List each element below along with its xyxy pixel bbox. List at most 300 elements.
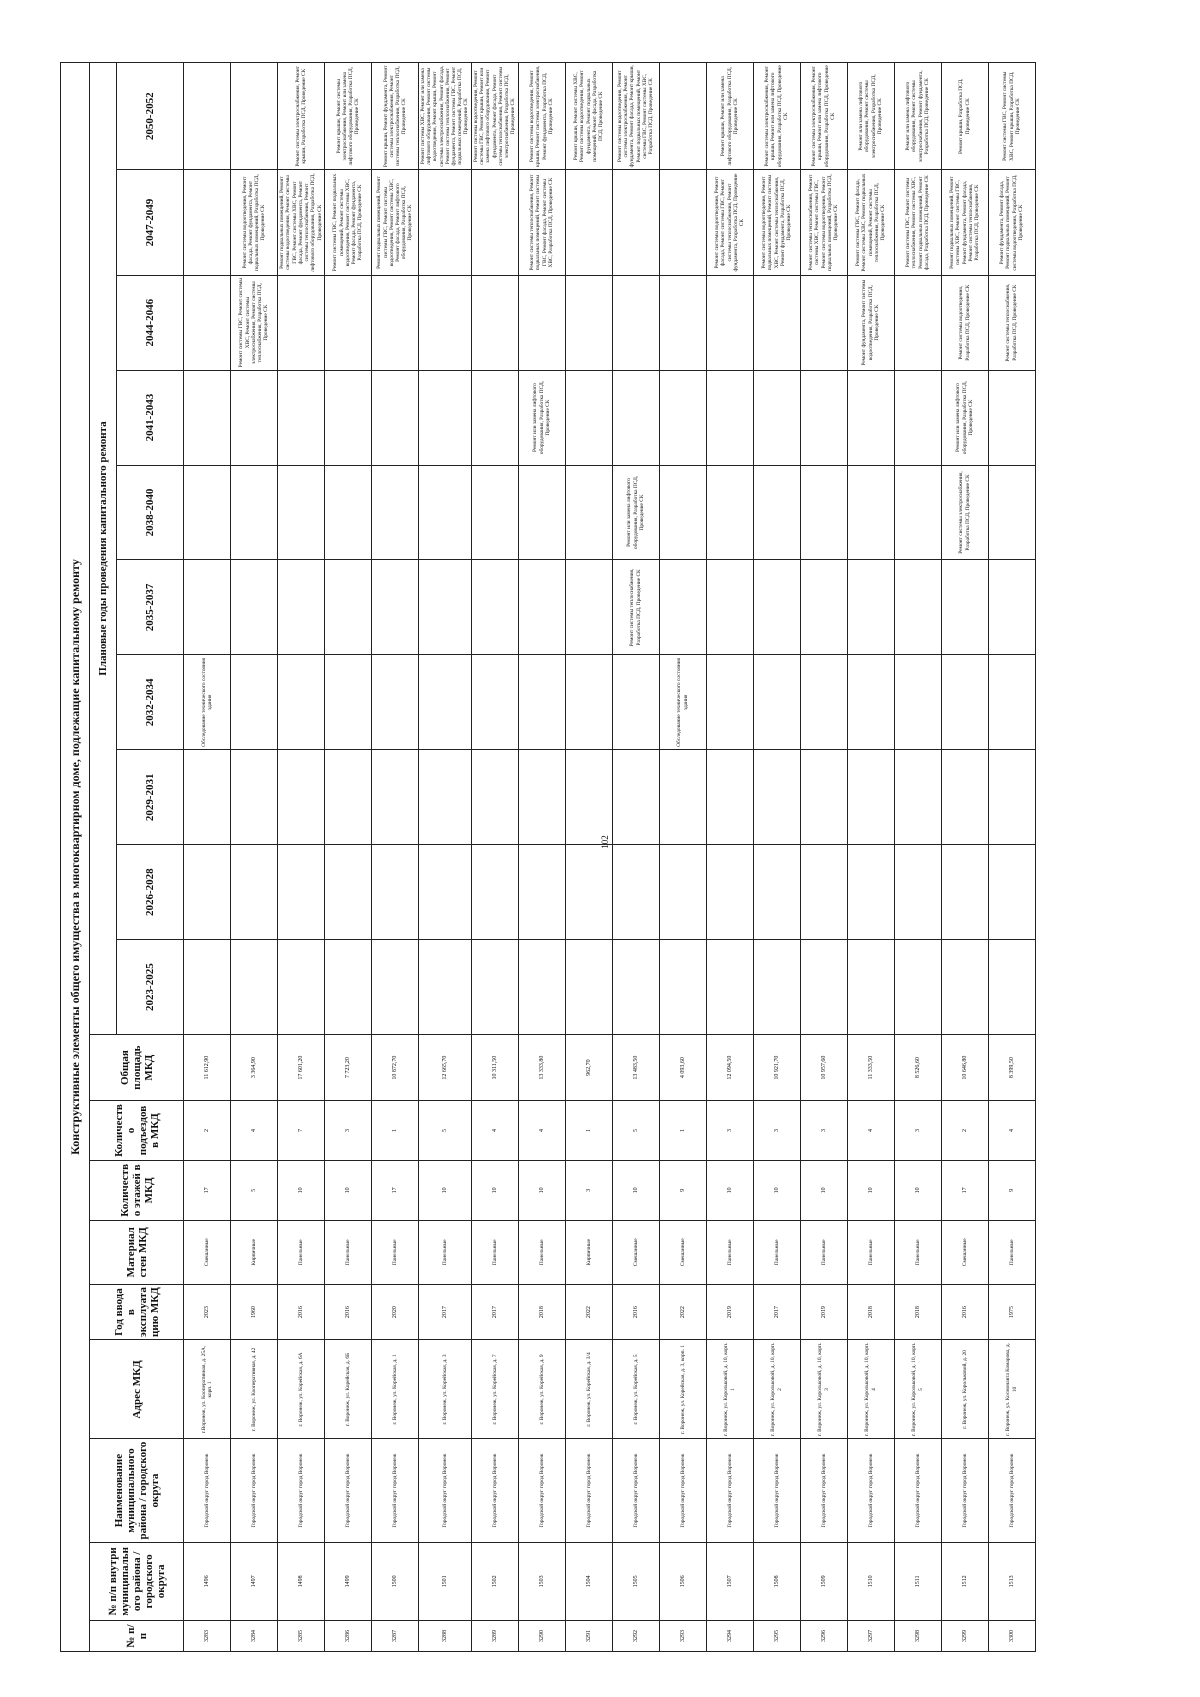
row-period-works [800, 275, 847, 370]
row-number: 3298 [894, 1621, 941, 1652]
row-period-works: Ремонт системы электроснабжения, Ремонт крыши, Разработка ПСД, Проведение СК [278, 63, 325, 170]
row-period-works: Ремонт или замена лифтового оборудования, Разработка ПСД, Проведение СК [612, 465, 659, 560]
row-period-works [184, 940, 231, 1035]
table-row [988, 63, 1035, 1652]
row-floors: 10 [800, 1160, 847, 1220]
row-address: г.Воронеж, ул. Кооперативная, д. 25А, корп. 1 [184, 1340, 231, 1439]
row-floors: 10 [278, 1160, 325, 1220]
row-period-works [753, 750, 800, 845]
row-year: 2018 [847, 1284, 894, 1340]
row-inner-number: 1513 [988, 1542, 1035, 1620]
row-period-works: Ремонт подвальных помещений, Ремонт системы ХВС, Ремонт системы ГВС, Ремонт фундамента, Ремонт фасада, Ремонт системы теплоснабжения, Разработка ПСД, Проведение СК [941, 170, 988, 275]
row-material: Смешанные [184, 1220, 231, 1284]
row-period-works [471, 750, 518, 845]
row-period-works [659, 750, 706, 845]
row-period-works [941, 655, 988, 750]
row-period-works [753, 465, 800, 560]
row-address: г. Воронеж, ул. Корейская, д. 3/4 [565, 1340, 612, 1439]
row-period-works [325, 560, 372, 655]
row-entrances: 4 [518, 1101, 565, 1161]
row-period-works: Ремонт или замена лифтового оборудования, Разработка ПСД, Проведение СК [518, 370, 565, 465]
row-material: Панельные [706, 1220, 753, 1284]
row-period-works [894, 940, 941, 1035]
row-period-works: Ремонт системы теплоснабжения, Ремонт системы ХВС, Ремонт системы ГВС, Ремонт системы водоотведения, Ремонт подвальных помещений, Разработка ПСД, Проведение СК [800, 170, 847, 275]
row-number: 3297 [847, 1621, 894, 1652]
header-address: Адрес МКД [90, 1340, 184, 1439]
row-period-works: Ремонт системы теплоснабжения, Разработка ПСД, Проведение СК [988, 275, 1035, 370]
row-municipality: Городской округ город Воронеж [419, 1439, 472, 1542]
row-period-works [278, 560, 325, 655]
row-number: 3287 [372, 1621, 419, 1652]
row-inner-number: 1502 [471, 1542, 518, 1620]
row-period-works: Ремонт системы ГВС, Ремонт подвальных помещений, Ремонт системы водоотведения, Ремонт системы ХВС, Ремонт фасада, Ремонт фундамента, Разработка ПСД, Проведение СК [325, 170, 372, 275]
row-municipality: Городской округ город Воронеж [659, 1439, 706, 1542]
header-num: № п/п [90, 1621, 184, 1652]
row-period-works: Ремонт или замена лифтового оборудования, Ремонт системы электроснабжения, Разработка ПСД, Проведение СК [847, 63, 894, 170]
row-period-works [847, 750, 894, 845]
row-entrances: 3 [706, 1101, 753, 1161]
row-period-works: Обследование технического состояния здания [184, 655, 231, 750]
table-title: Конструктивные элементы общего имущества в многоквартирном доме, подлежащие капитальному ремонту [61, 63, 90, 1652]
row-number: 3296 [800, 1621, 847, 1652]
row-period-works [800, 655, 847, 750]
row-period-works [800, 560, 847, 655]
header-area: Общая площадь МКД [90, 1035, 184, 1101]
row-period-works: Ремонт системы ГВС, Ремонт системы ХВС, Ремонт системы электроснабжения, Ремонт системы теплоснабжения, Разработка ПСД, Проведение СК [231, 275, 278, 370]
row-period-works [518, 750, 565, 845]
row-address: г. Воронеж, ул. Кооперативная, д. 42 [231, 1340, 278, 1439]
row-period-works: Ремонт подвальных помещений, Ремонт системы ГВС, Ремонт системы водоотведения, Ремонт системы ХВС, Ремонт фасада, Ремонт лифтового оборудования, Разработка ПСД, Проведение СК [372, 170, 419, 275]
header-period: 2041-2043 [117, 370, 184, 465]
row-area: 17 601,20 [278, 1035, 325, 1101]
row-period-works [659, 275, 706, 370]
table-row [706, 63, 753, 1652]
row-number: 3293 [659, 1621, 706, 1652]
row-period-works [800, 750, 847, 845]
row-period-works: Ремонт системы ГВС, Ремонт системы теплоснабжения, Ремонт системы ХВС, Ремонт подвальных помещений, Ремонт фасада, Разработка ПСД, Проведение СК [894, 170, 941, 275]
row-floors: 10 [419, 1160, 472, 1220]
header-period: 2050-2052 [117, 63, 184, 170]
table-row [231, 63, 278, 1652]
row-number: 3294 [706, 1621, 753, 1652]
row-year: 2017 [471, 1284, 518, 1340]
row-address: г. Воронеж, ул. Корольковой, д. 10, корп. 4 [847, 1340, 894, 1439]
row-area: 7 723,20 [325, 1035, 372, 1101]
row-period-works [372, 940, 419, 1035]
row-period-works [894, 465, 941, 560]
row-period-works: Ремонт системы теплоснабжения, Разработка ПСД, Проведение СК [612, 560, 659, 655]
row-entrances: 5 [612, 1101, 659, 1161]
row-period-works [988, 370, 1035, 465]
row-area: 10 311,50 [471, 1035, 518, 1101]
row-period-works [278, 370, 325, 465]
row-period-works: Ремонт или замена лифтового оборудования, Разработка ПСД, Проведение СК [941, 370, 988, 465]
row-municipality: Городской округ город Воронеж [325, 1439, 372, 1542]
row-period-works [419, 560, 472, 655]
row-entrances: 7 [278, 1101, 325, 1161]
row-material: Панельные [847, 1220, 894, 1284]
row-period-works [706, 370, 753, 465]
row-period-works [847, 845, 894, 940]
row-municipality: Городской округ город Воронеж [372, 1439, 419, 1542]
row-municipality: Городской округ город Воронеж [753, 1439, 800, 1542]
row-period-works [706, 845, 753, 940]
row-year: 2023 [184, 1284, 231, 1340]
row-period-works [565, 750, 612, 845]
row-floors: 10 [471, 1160, 518, 1220]
row-period-works [419, 275, 472, 370]
header-municipality: Наименование муниципального района / городского округа [90, 1439, 184, 1542]
row-area: 10 921,70 [753, 1035, 800, 1101]
row-floors: 10 [753, 1160, 800, 1220]
table-row [471, 63, 518, 1652]
row-period-works: Ремонт системы водоотведения, Ремонт системы ГВС, Ремонт крыши, Ремонт или замена лифтового оборудования, Ремонт фундамента, Ремонт фасада, Ремонт системы теплоснабжения, Ремонт системы электроснабжения, Разработка ПСД, Проведение СК [471, 63, 518, 170]
row-period-works [184, 370, 231, 465]
row-entrances: 2 [184, 1101, 231, 1161]
row-address: г. Воронеж, ул. Корейская, д. 6А [278, 1340, 325, 1439]
header-num-inner: № п/п внутри муниципального района / городского округа [90, 1542, 184, 1620]
row-period-works: Ремонт системы электроснабжения, Ремонт крыши, Ремонт или замена лифтового оборудования, Разработка ПСД, Проведение СК [753, 63, 800, 170]
row-period-works [659, 63, 706, 170]
table-row [847, 63, 894, 1652]
row-year: 1960 [231, 1284, 278, 1340]
row-inner-number: 1506 [659, 1542, 706, 1620]
row-period-works [706, 655, 753, 750]
row-period-works [372, 275, 419, 370]
row-address: г. Воронеж, ул. Корольковой, д. 10, корп. 5 [894, 1340, 941, 1439]
row-period-works [278, 655, 325, 750]
row-year: 2022 [659, 1284, 706, 1340]
table-row [184, 63, 231, 1652]
row-period-works [518, 275, 565, 370]
row-municipality: Городской округ город Воронеж [231, 1439, 278, 1542]
row-period-works [278, 845, 325, 940]
row-period-works [184, 465, 231, 560]
row-period-works [419, 465, 472, 560]
row-address: г. Воронеж, ул. Корейская, д. 1 [372, 1340, 419, 1439]
row-year: 1975 [988, 1284, 1035, 1340]
row-period-works [372, 370, 419, 465]
row-period-works [419, 655, 472, 750]
row-floors: 10 [612, 1160, 659, 1220]
row-period-works [231, 940, 278, 1035]
row-entrances: 4 [471, 1101, 518, 1161]
row-period-works [278, 940, 325, 1035]
row-period-works: Ремонт крыши, Ремонт системы ХВС, Ремонт системы водоотведения, Ремонт фундамента, Ремонт подвальных помещений, Ремонт фасада, Разработка ПСД, Проведение СК [565, 63, 612, 170]
row-material: Панельные [753, 1220, 800, 1284]
row-inner-number: 1507 [706, 1542, 753, 1620]
row-period-works [753, 940, 800, 1035]
row-number: 3295 [753, 1621, 800, 1652]
rotated-table-wrapper [60, 62, 1170, 1652]
row-period-works [419, 370, 472, 465]
row-period-works: Ремонт системы электроснабжения, Ремонт крыши, Ремонт или замена лифтового оборудования, Разработка ПСД, Проведение СК [800, 63, 847, 170]
row-material: Кирпичные [231, 1220, 278, 1284]
row-period-works [894, 750, 941, 845]
capital-repair-table [60, 62, 1036, 1652]
table-row [612, 63, 659, 1652]
row-period-works [518, 940, 565, 1035]
row-period-works [231, 370, 278, 465]
row-period-works [419, 845, 472, 940]
row-period-works [372, 750, 419, 845]
row-period-works [612, 750, 659, 845]
header-period: 2026-2028 [117, 845, 184, 940]
row-municipality: Городской округ город Воронеж [941, 1439, 988, 1542]
row-address: г. Воронеж, ул. Корейская, д. 7 [471, 1340, 518, 1439]
row-year: 2022 [565, 1284, 612, 1340]
row-material: Панельные [518, 1220, 565, 1284]
row-inner-number: 1498 [278, 1542, 325, 1620]
table-row [565, 63, 612, 1652]
row-period-works [184, 560, 231, 655]
row-period-works: Ремонт системы водоотведения, Ремонт фасада, Ремонт фундамента, Ремонт подвальных помещений, Разработка ПСД, Проведение СК [231, 170, 278, 275]
row-period-works [231, 63, 278, 170]
row-period-works [847, 560, 894, 655]
row-period-works [706, 275, 753, 370]
row-floors: 10 [518, 1160, 565, 1220]
row-floors: 9 [659, 1160, 706, 1220]
row-year: 2019 [706, 1284, 753, 1340]
row-period-works [518, 560, 565, 655]
row-period-works [659, 560, 706, 655]
row-address: г. Воронеж, ул. Корольковой, д. 10, корп. 3 [800, 1340, 847, 1439]
row-municipality: Городской округ город Воронеж [184, 1439, 231, 1542]
row-inner-number: 1503 [518, 1542, 565, 1620]
row-area: 10 957,60 [800, 1035, 847, 1101]
row-inner-number: 1500 [372, 1542, 419, 1620]
row-period-works [518, 845, 565, 940]
row-period-works [753, 370, 800, 465]
row-period-works [518, 465, 565, 560]
row-number: 3290 [518, 1621, 565, 1652]
table-row [753, 63, 800, 1652]
row-period-works [800, 940, 847, 1035]
row-period-works [706, 465, 753, 560]
row-material: Панельные [372, 1220, 419, 1284]
row-year: 2016 [278, 1284, 325, 1340]
row-period-works [565, 465, 612, 560]
row-period-works [184, 750, 231, 845]
row-period-works [231, 560, 278, 655]
row-period-works: Ремонт системы водоотведения, Ремонт фасада, Ремонт системы ГВС, Ремонт системы теплоснабжения, Ремонт фундамента, Разработка ПСД, Проведение СК [706, 170, 753, 275]
row-period-works [372, 560, 419, 655]
row-period-works: Ремонт системы ХВС, Ремонт или замена лифтового оборудования, Ремонт системы водоотведения, Ремонт крыши, Ремонт системы электроснабжения, Ремонт фасада, Ремонт системы теплоснабжения, Ремонт фундамента, Ремонт системы ГВС, Ремонт подвальных помещений, Разработка ПСД, Проведение СК [419, 63, 472, 170]
row-period-works: Ремонт или замена лифтового оборудования, Ремонт системы электроснабжения, Ремонт фундамента, Разработка ПСД, Проведение СК [894, 63, 941, 170]
row-period-works [565, 655, 612, 750]
row-address: г. Воронеж, ул. Корольковой, д. 10, корп. 2 [753, 1340, 800, 1439]
row-inner-number: 1505 [612, 1542, 659, 1620]
row-period-works [753, 560, 800, 655]
row-period-works: Ремонт фундамента, Ремонт фасада, Ремонт подвальных помещений, Ремонт системы водоотведения, Разработка ПСД, Проведение СК [988, 170, 1035, 275]
header-period: 2038-2040 [117, 465, 184, 560]
row-period-works [894, 370, 941, 465]
row-number: 3286 [325, 1621, 372, 1652]
row-municipality: Городской округ город Воронеж [278, 1439, 325, 1542]
row-period-works [419, 170, 472, 275]
row-address: г. Воронеж, ул. Корейская, д. 3 [419, 1340, 472, 1439]
row-floors: 9 [988, 1160, 1035, 1220]
row-period-works [471, 655, 518, 750]
row-floors: 10 [706, 1160, 753, 1220]
row-period-works: Ремонт системы ГВС, Ремонт фасада, Ремонт системы ХВС, Ремонт подвальных помещений, Ремонт системы теплоснабжения, Разработка ПСД, Проведение СК [847, 170, 894, 275]
row-address: г. Воронеж, ул. Корольковой, д. 10, корп. 1 [706, 1340, 753, 1439]
row-period-works [753, 845, 800, 940]
row-area: 962,70 [565, 1035, 612, 1101]
row-municipality: Городской округ город Воронеж [612, 1439, 659, 1542]
row-entrances: 1 [659, 1101, 706, 1161]
header-planned-years: Плановые годы проведения капитального ремонта [90, 63, 117, 1035]
row-period-works [325, 845, 372, 940]
row-period-works [325, 940, 372, 1035]
row-inner-number: 1509 [800, 1542, 847, 1620]
row-number: 3288 [419, 1621, 472, 1652]
row-inner-number: 1510 [847, 1542, 894, 1620]
row-period-works [894, 275, 941, 370]
row-period-works [612, 170, 659, 275]
row-period-works [565, 170, 612, 275]
row-period-works [988, 940, 1035, 1035]
header-material: Материал стен МКД [90, 1220, 184, 1284]
row-period-works [471, 560, 518, 655]
row-floors: 10 [894, 1160, 941, 1220]
table-row [941, 63, 988, 1652]
row-period-works [565, 560, 612, 655]
row-year: 2019 [800, 1284, 847, 1340]
row-material: Смешанные [941, 1220, 988, 1284]
row-period-works [800, 845, 847, 940]
row-area: 11 612,90 [184, 1035, 231, 1101]
row-period-works [612, 275, 659, 370]
row-period-works [471, 465, 518, 560]
row-period-works [894, 560, 941, 655]
page-number: 102 [600, 835, 610, 849]
row-entrances: 1 [372, 1101, 419, 1161]
header-entrances: Количество подъездов в МКД [90, 1101, 184, 1161]
rotated-table-stage [60, 62, 1170, 1652]
header-period: 2023-2025 [117, 940, 184, 1035]
row-period-works [753, 655, 800, 750]
row-address: г. Воронеж, ул. Корейская, д. 3, корп. 1 [659, 1340, 706, 1439]
row-period-works [612, 655, 659, 750]
row-year: 2018 [518, 1284, 565, 1340]
row-period-works [471, 940, 518, 1035]
row-address: г. Воронеж, ул. Корейская, д. 5 [612, 1340, 659, 1439]
row-year: 2017 [753, 1284, 800, 1340]
row-period-works [941, 940, 988, 1035]
row-period-works [184, 275, 231, 370]
row-year: 2016 [941, 1284, 988, 1340]
row-area: 13 333,80 [518, 1035, 565, 1101]
row-number: 3291 [565, 1621, 612, 1652]
header-year: Год ввода в эксплуатацию МКД [90, 1284, 184, 1340]
row-period-works [659, 170, 706, 275]
row-period-works [372, 465, 419, 560]
row-period-works: Ремонт системы электроснабжения, Разработка ПСД, Проведение СК [941, 465, 988, 560]
row-material: Панельные [419, 1220, 472, 1284]
header-period: 2032-2034 [117, 655, 184, 750]
row-material: Панельные [894, 1220, 941, 1284]
row-year: 2016 [325, 1284, 372, 1340]
row-inner-number: 1511 [894, 1542, 941, 1620]
row-number: 3299 [941, 1621, 988, 1652]
row-period-works [372, 845, 419, 940]
row-inner-number: 1497 [231, 1542, 278, 1620]
row-period-works: Ремонт крыши, Ремонт системы электроснабжения, Ремонт или замена лифтового оборудования, Разработка ПСД, Проведение СК [325, 63, 372, 170]
row-period-works [988, 845, 1035, 940]
row-period-works [325, 275, 372, 370]
row-entrances: 5 [419, 1101, 472, 1161]
row-inner-number: 1496 [184, 1542, 231, 1620]
row-period-works [847, 465, 894, 560]
row-municipality: Городской округ город Воронеж [800, 1439, 847, 1542]
row-period-works [941, 560, 988, 655]
row-period-works: Ремонт системы водоотведения, Ремонт подвальных помещений, Ремонт системы ХВС, Ремонт системы теплоснабжения, Ремонт фундамента, Разработка ПСД, Проведение СК [753, 170, 800, 275]
row-period-works [706, 560, 753, 655]
row-material: Панельные [325, 1220, 372, 1284]
row-floors: 17 [941, 1160, 988, 1220]
row-area: 3 364,90 [231, 1035, 278, 1101]
row-area: 8 526,60 [894, 1035, 941, 1101]
row-period-works [565, 370, 612, 465]
row-entrances: 4 [231, 1101, 278, 1161]
row-period-works [894, 845, 941, 940]
row-floors: 17 [184, 1160, 231, 1220]
row-period-works [419, 750, 472, 845]
row-material: Смешанные [659, 1220, 706, 1284]
row-address: г. Воронеж, ул. Корейская, д. 9 [518, 1340, 565, 1439]
row-period-works [231, 465, 278, 560]
row-period-works [184, 63, 231, 170]
row-period-works [471, 170, 518, 275]
row-number: 3283 [184, 1621, 231, 1652]
row-material: Смешанные [612, 1220, 659, 1284]
row-address: г. Воронеж, ул. Космонавта Комарова, д. 10 [988, 1340, 1035, 1439]
row-period-works [659, 370, 706, 465]
row-period-works [278, 275, 325, 370]
row-period-works: Ремонт подвальных помещений, Ремонт системы водоотведения, Ремонт системы ГВС, Ремонт системы ХВС, Ремонт фасада, Ремонт фундамента, Ремонт системы теплоснабжения, Ремонт лифтового оборудования, Разработка ПСД, Проведение СК [278, 170, 325, 275]
row-period-works: Ремонт крыши, Ремонт фундамента, Ремонт системы электроснабжения, Ремонт системы теплоснабжения, Разработка ПСД, Проведение СК [372, 63, 419, 170]
row-period-works [659, 940, 706, 1035]
row-material: Панельные [278, 1220, 325, 1284]
row-period-works: Обследование технического состояния здания [659, 655, 706, 750]
row-period-works [565, 940, 612, 1035]
row-period-works [612, 940, 659, 1035]
row-period-works: Ремонт системы водоотведения, Ремонт крыши, Ремонт системы электроснабжения, Ремонт фундамента, Разработка ПСД, Проведение СК [518, 63, 565, 170]
row-municipality: Городской округ город Воронеж [565, 1439, 612, 1542]
row-period-works [847, 655, 894, 750]
row-floors: 3 [565, 1160, 612, 1220]
row-period-works [988, 465, 1035, 560]
row-period-works [753, 275, 800, 370]
header-period: 2047-2049 [117, 170, 184, 275]
header-floors: Количество этажей в МКД [90, 1160, 184, 1220]
row-period-works [325, 750, 372, 845]
row-year: 2016 [612, 1284, 659, 1340]
row-period-works [325, 370, 372, 465]
row-material: Кирпичные [565, 1220, 612, 1284]
row-area: 12 094,50 [706, 1035, 753, 1101]
row-entrances: 4 [847, 1101, 894, 1161]
row-material: Панельные [988, 1220, 1035, 1284]
table-row [325, 63, 372, 1652]
row-period-works: Ремонт фундамента, Ремонт системы водоотведения, Разработка ПСД, Проведение СК [847, 275, 894, 370]
row-number: 3300 [988, 1621, 1035, 1652]
row-area: 8 399,50 [988, 1035, 1035, 1101]
row-year: 2018 [894, 1284, 941, 1340]
row-entrances: 3 [800, 1101, 847, 1161]
row-entrances: 1 [565, 1101, 612, 1161]
